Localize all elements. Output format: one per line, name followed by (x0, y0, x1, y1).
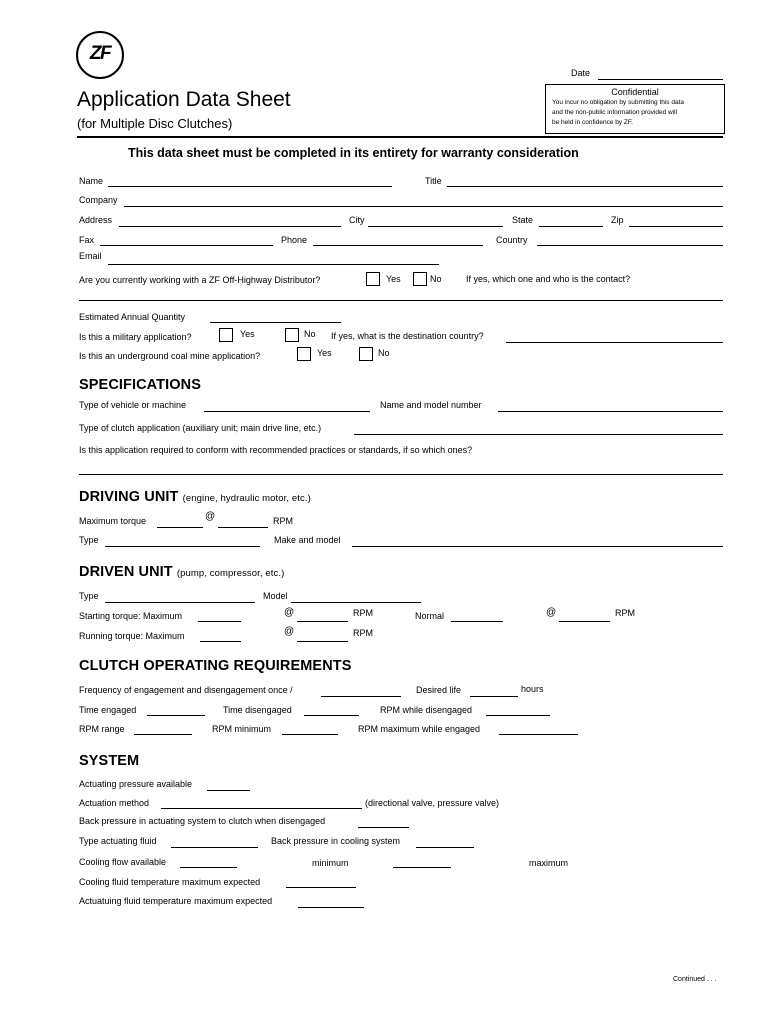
distributor-no-checkbox[interactable] (413, 272, 427, 286)
page-title: Application Data Sheet (77, 88, 291, 111)
frequency-field[interactable] (321, 696, 401, 697)
back-pressure-cooling-field[interactable] (416, 847, 474, 848)
header-divider (77, 136, 723, 138)
actuating-temp-label: Actuatuing fluid temperature maximum expected (79, 896, 273, 906)
driving-unit-subtitle: (engine, hydraulic motor, etc.) (182, 493, 311, 504)
system-heading: SYSTEM (79, 753, 140, 769)
actuating-pressure-label: Actuating pressure available (79, 779, 193, 789)
rpm-disengaged-field[interactable] (486, 715, 550, 716)
military-yes-label: Yes (240, 329, 255, 339)
driving-at-symbol: @ (205, 511, 216, 522)
rpm-disengaged-label: RPM while disengaged (380, 705, 473, 715)
frequency-label: Frequency of engagement and disengagement once / (79, 685, 293, 695)
coal-mine-question: Is this an underground coal mine application? (79, 351, 261, 361)
cooling-flow-field[interactable] (180, 867, 237, 868)
normal-rpm-field[interactable] (559, 621, 610, 622)
coal-mine-no-checkbox[interactable] (359, 347, 373, 361)
actuating-pressure-field[interactable] (207, 790, 250, 791)
address-label: Address (79, 215, 113, 225)
date-label: Date (571, 68, 591, 78)
hours-label: hours (521, 684, 544, 694)
military-followup: If yes, what is the destination country? (331, 331, 484, 341)
driving-type-field[interactable] (105, 546, 260, 547)
distributor-question: Are you currently working with a ZF Off-Highway Distributor? (79, 275, 321, 285)
zf-logo: ZF (76, 31, 124, 79)
distributor-followup: If yes, which one and who is the contact? (466, 274, 631, 284)
running-at-symbol: @ (284, 626, 295, 637)
clutch-application-field[interactable] (354, 434, 723, 435)
rpm-range-field[interactable] (134, 734, 192, 735)
standards-question: Is this application required to conform with recommended practices or standards, if so which ones? (79, 445, 473, 455)
military-yes-checkbox[interactable] (219, 328, 233, 342)
military-question: Is this a military application? (79, 332, 192, 342)
vehicle-type-label: Type of vehicle or machine (79, 400, 187, 410)
desired-life-label: Desired life (416, 685, 462, 695)
military-no-checkbox[interactable] (285, 328, 299, 342)
running-torque-field[interactable] (200, 641, 241, 642)
running-rpm-label: RPM (353, 628, 373, 638)
rpm-minimum-label: RPM minimum (212, 724, 272, 734)
phone-field[interactable] (313, 245, 483, 246)
actuation-method-hint: (directional valve, pressure valve) (365, 798, 500, 808)
title-label: Title (425, 176, 442, 186)
driven-type-label: Type (79, 591, 99, 601)
coal-mine-yes-label: Yes (317, 348, 332, 358)
starting-torque-rpm-field[interactable] (297, 621, 348, 622)
actuation-method-field[interactable] (161, 808, 362, 809)
make-model-field[interactable] (352, 546, 723, 547)
driving-rpm-label: RPM (273, 516, 293, 526)
cooling-minimum-field[interactable] (393, 867, 451, 868)
vehicle-type-field[interactable] (204, 411, 370, 412)
city-label: City (349, 215, 365, 225)
phone-label: Phone (281, 235, 308, 245)
starting-torque-field[interactable] (198, 621, 241, 622)
max-torque-label: Maximum torque (79, 516, 147, 526)
name-model-field[interactable] (498, 411, 723, 412)
page-subtitle: (for Multiple Disc Clutches) (77, 116, 233, 131)
coal-mine-yes-checkbox[interactable] (297, 347, 311, 361)
desired-life-field[interactable] (470, 696, 518, 697)
driven-unit-title: DRIVEN UNIT (79, 564, 173, 580)
cooling-flow-label: Cooling flow available (79, 857, 167, 867)
fax-field[interactable] (100, 245, 273, 246)
standards-field[interactable] (79, 474, 723, 475)
time-engaged-label: Time engaged (79, 705, 137, 715)
rpm-max-engaged-label: RPM maximum while engaged (358, 724, 481, 734)
name-label: Name (79, 176, 104, 186)
running-torque-rpm-field[interactable] (297, 641, 348, 642)
rpm-minimum-field[interactable] (282, 734, 338, 735)
time-disengaged-field[interactable] (304, 715, 359, 716)
distributor-contact-field[interactable] (79, 300, 723, 301)
warranty-notice: This data sheet must be completed in its entirety for warranty consideration (128, 146, 579, 160)
cooling-temp-label: Cooling fluid temperature maximum expected (79, 877, 261, 887)
military-no-label: No (304, 329, 316, 339)
fax-label: Fax (79, 235, 95, 245)
starting-rpm-label: RPM (353, 608, 373, 618)
driving-type-label: Type (79, 535, 99, 545)
normal-label: Normal (415, 611, 445, 621)
driving-unit-heading (79, 489, 311, 505)
confidential-text-1: You incur no obligation by submitting this data (552, 99, 685, 106)
name-field[interactable] (108, 186, 392, 187)
back-pressure-cooling-label: Back pressure in cooling system (271, 836, 401, 846)
specifications-heading: SPECIFICATIONS (79, 377, 201, 393)
back-pressure-actuating-field[interactable] (358, 827, 409, 828)
title-field[interactable] (447, 186, 723, 187)
starting-at-symbol: @ (284, 607, 295, 618)
company-label: Company (79, 195, 118, 205)
driven-unit-subtitle: (pump, compressor, etc.) (176, 568, 285, 579)
driven-unit-heading (79, 564, 284, 580)
confidential-box (545, 84, 725, 134)
actuation-method-label: Actuation method (79, 798, 150, 808)
distributor-yes-checkbox[interactable] (366, 272, 380, 286)
confidential-text-2: and the non-public information provided will (552, 109, 678, 116)
name-model-label: Name and model number (380, 400, 482, 410)
clutch-requirements-heading: CLUTCH OPERATING REQUIREMENTS (79, 658, 352, 674)
normal-rpm-label: RPM (615, 608, 635, 618)
zip-label: Zip (611, 215, 624, 225)
rpm-range-label: RPM range (79, 724, 125, 734)
driven-model-field[interactable] (291, 602, 421, 603)
max-torque-field[interactable] (157, 527, 203, 528)
country-label: Country (496, 235, 528, 245)
state-field[interactable] (539, 226, 603, 227)
time-disengaged-label: Time disengaged (223, 705, 292, 715)
fluid-type-label: Type actuating fluid (79, 836, 157, 846)
destination-country-field[interactable] (506, 342, 723, 343)
coal-mine-no-label: No (378, 348, 390, 358)
city-field[interactable] (368, 226, 503, 227)
time-engaged-field[interactable] (147, 715, 205, 716)
distributor-no-label: No (430, 274, 442, 284)
cooling-temp-field[interactable] (286, 887, 356, 888)
back-pressure-actuating-label: Back pressure in actuating system to clutch when disengaged (79, 816, 326, 826)
address-field[interactable] (119, 226, 341, 227)
cooling-maximum-label: maximum (529, 858, 569, 868)
starting-torque-label: Starting torque: Maximum (79, 611, 183, 621)
max-torque-rpm-field[interactable] (218, 527, 268, 528)
driven-type-field[interactable] (105, 602, 255, 603)
zip-field[interactable] (629, 226, 723, 227)
make-model-label: Make and model (274, 535, 341, 545)
normal-torque-field[interactable] (451, 621, 503, 622)
cooling-minimum-label: minimum (312, 858, 349, 868)
annual-quantity-label: Estimated Annual Quantity (79, 312, 186, 322)
email-label: Email (79, 251, 102, 261)
country-field[interactable] (537, 245, 723, 246)
confidential-title: Confidential (611, 87, 659, 97)
continued-note: Continued . . . (673, 976, 717, 983)
actuating-temp-field[interactable] (298, 907, 364, 908)
distributor-yes-label: Yes (386, 274, 401, 284)
driving-unit-title: DRIVING UNIT (79, 489, 179, 505)
company-field[interactable] (124, 206, 723, 207)
confidential-text-3: be held in confidence by ZF. (552, 119, 633, 126)
state-label: State (512, 215, 534, 225)
email-field[interactable] (108, 264, 439, 265)
rpm-max-engaged-field[interactable] (499, 734, 578, 735)
fluid-type-field[interactable] (171, 847, 258, 848)
driven-model-label: Model (263, 591, 288, 601)
normal-at-symbol: @ (546, 607, 557, 618)
clutch-application-label: Type of clutch application (auxiliary unit; main drive line, etc.) (79, 423, 322, 433)
running-torque-label: Running torque: Maximum (79, 631, 185, 641)
date-field[interactable] (598, 79, 723, 80)
annual-quantity-field[interactable] (210, 322, 341, 323)
